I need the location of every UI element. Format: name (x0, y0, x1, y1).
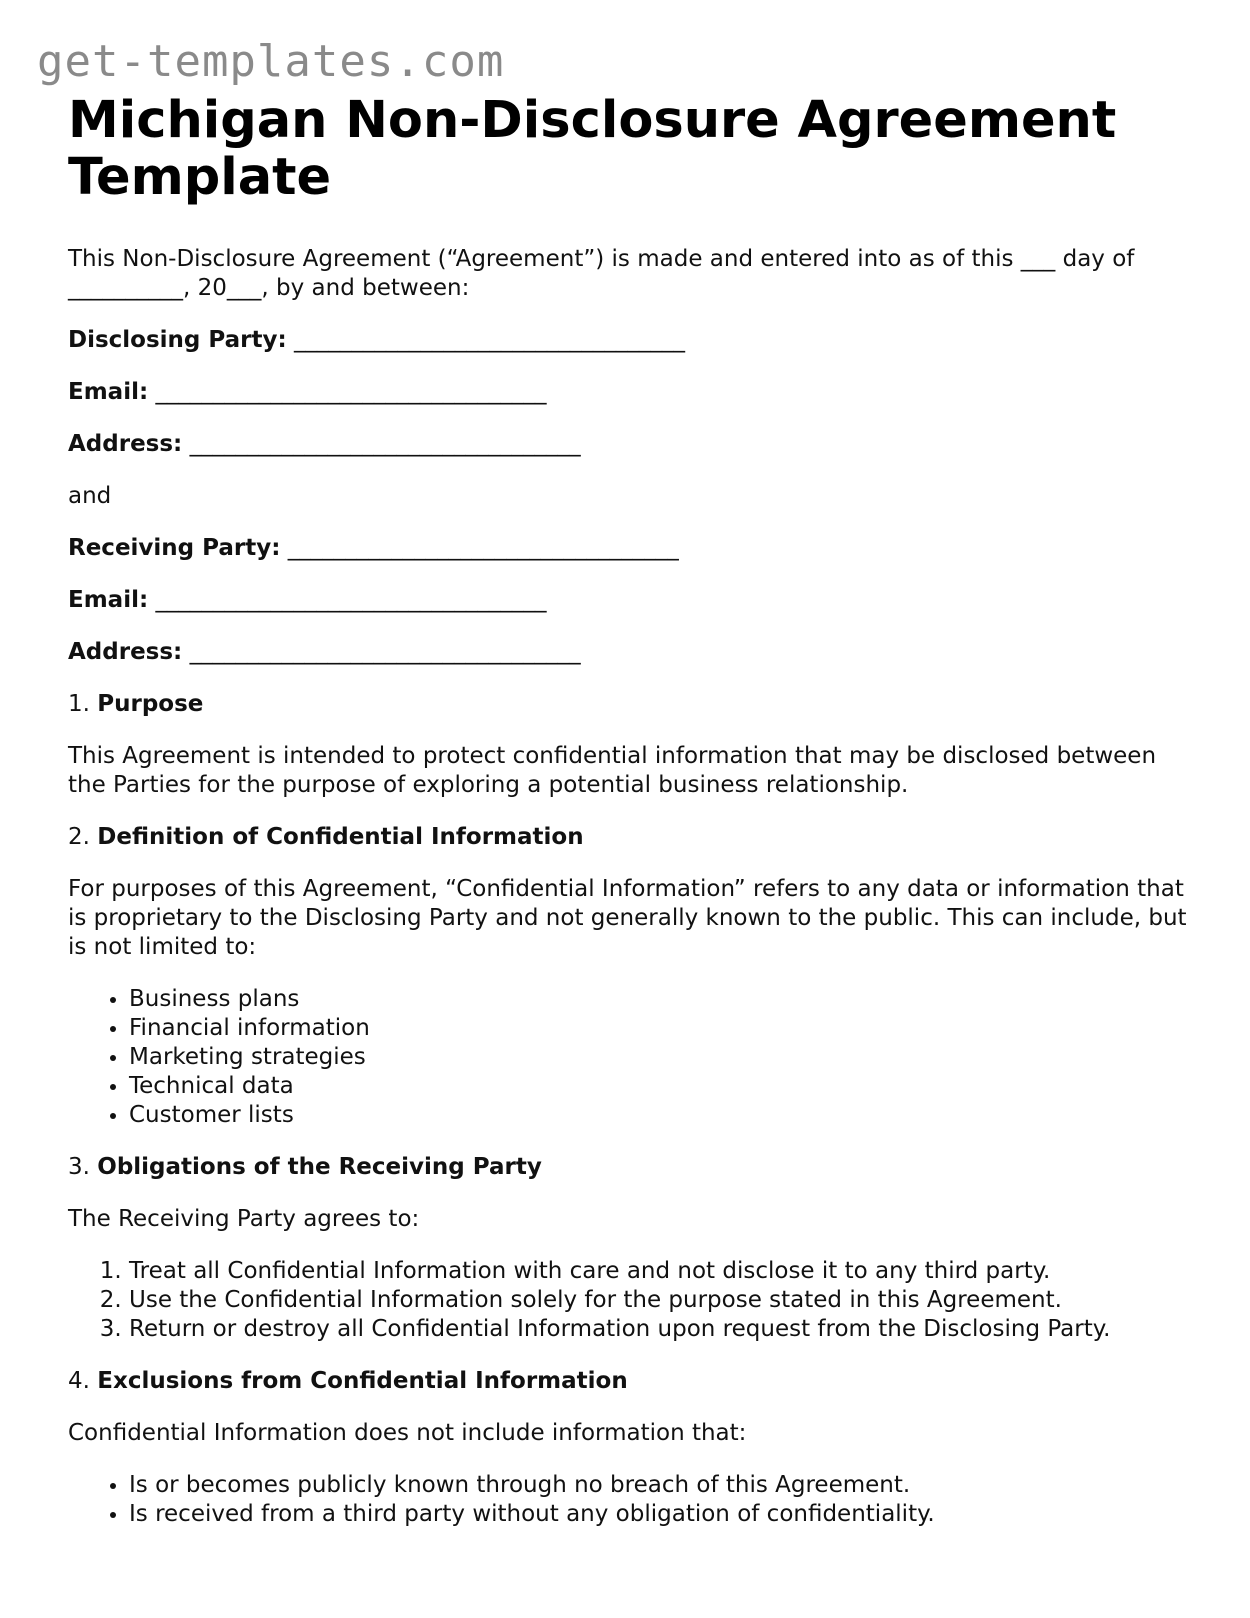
receiving-address-label: Address: (68, 639, 183, 665)
section-number: 4. (68, 1368, 90, 1394)
receiving-email-label: Email: (68, 587, 149, 613)
list-item: • Marketing strategies (129, 1043, 1188, 1072)
exclusions-list (68, 1471, 1188, 1529)
confidential-info-list (68, 985, 1188, 1130)
list-item: • Business plans (129, 985, 1188, 1014)
section-3-heading (68, 1153, 1188, 1182)
list-item: • Is received from a third party without any obligation of confidentiality. (129, 1500, 1188, 1529)
receiving-party-field (68, 534, 1188, 563)
section-title: Exclusions from Confidential Information (97, 1368, 628, 1394)
and-text: and (68, 483, 112, 509)
section-number: 3. (68, 1154, 90, 1180)
section-1-heading (68, 690, 1188, 719)
disclosing-email-field (68, 378, 1188, 407)
receiving-email-field (68, 586, 1188, 615)
obligations-list (68, 1257, 1188, 1344)
document-page (68, 92, 1188, 1529)
section-4-body: Confidential Information does not include information that: (68, 1420, 747, 1446)
disclosing-address-label: Address: (68, 431, 183, 457)
list-item: 1. Treat all Confidential Information with care and not disclose it to any third party. (129, 1257, 1188, 1286)
disclosing-address-field (68, 430, 1188, 459)
disclosing-party-field (68, 326, 1188, 355)
receiving-address-field (68, 638, 1188, 667)
document-title: Michigan Non-Disclosure Agreement Template (68, 91, 1117, 207)
disclosing-address-blank: __________________________________ (189, 431, 581, 457)
section-3-body: The Receiving Party agrees to: (68, 1206, 420, 1232)
disclosing-party-blank: __________________________________ (294, 327, 686, 353)
list-item: 2. Use the Confidential Information solely for the purpose stated in this Agreement. (129, 1286, 1188, 1315)
section-title: Purpose (97, 691, 204, 717)
intro-paragraph: This Non-Disclosure Agreement (“Agreement”) is made and entered into as of this ___ day of __________, 20___, by and between: (68, 246, 1135, 301)
receiving-email-blank: __________________________________ (155, 587, 547, 613)
receiving-address-blank: __________________________________ (189, 639, 581, 665)
section-4-heading (68, 1367, 1188, 1396)
section-1-body: This Agreement is intended to protect confidential information that may be disclosed between the Parties for the purpose of exploring a potential business relationship. (68, 743, 1157, 798)
section-number: 2. (68, 824, 90, 850)
disclosing-email-blank: __________________________________ (155, 379, 547, 405)
watermark: get-templates.com (37, 36, 505, 87)
list-item: • Is or becomes publicly known through no breach of this Agreement. (129, 1471, 1188, 1500)
section-title: Definition of Confidential Information (97, 824, 584, 850)
list-item: • Customer lists (129, 1101, 1188, 1130)
list-item: • Technical data (129, 1072, 1188, 1101)
disclosing-party-label: Disclosing Party: (68, 327, 287, 353)
receiving-party-blank: __________________________________ (287, 535, 679, 561)
section-2-heading (68, 823, 1188, 852)
list-item: 3. Return or destroy all Confidential Information upon request from the Disclosing Party. (129, 1315, 1188, 1344)
section-number: 1. (68, 691, 90, 717)
list-item: • Financial information (129, 1014, 1188, 1043)
disclosing-email-label: Email: (68, 379, 149, 405)
section-title: Obligations of the Receiving Party (97, 1154, 542, 1180)
section-2-body: For purposes of this Agreement, “Confidential Information” refers to any data or information that is proprietary to the Disclosing Party and not generally known to the public. This can include, but is not limited to: (68, 876, 1187, 960)
receiving-party-label: Receiving Party: (68, 535, 281, 561)
